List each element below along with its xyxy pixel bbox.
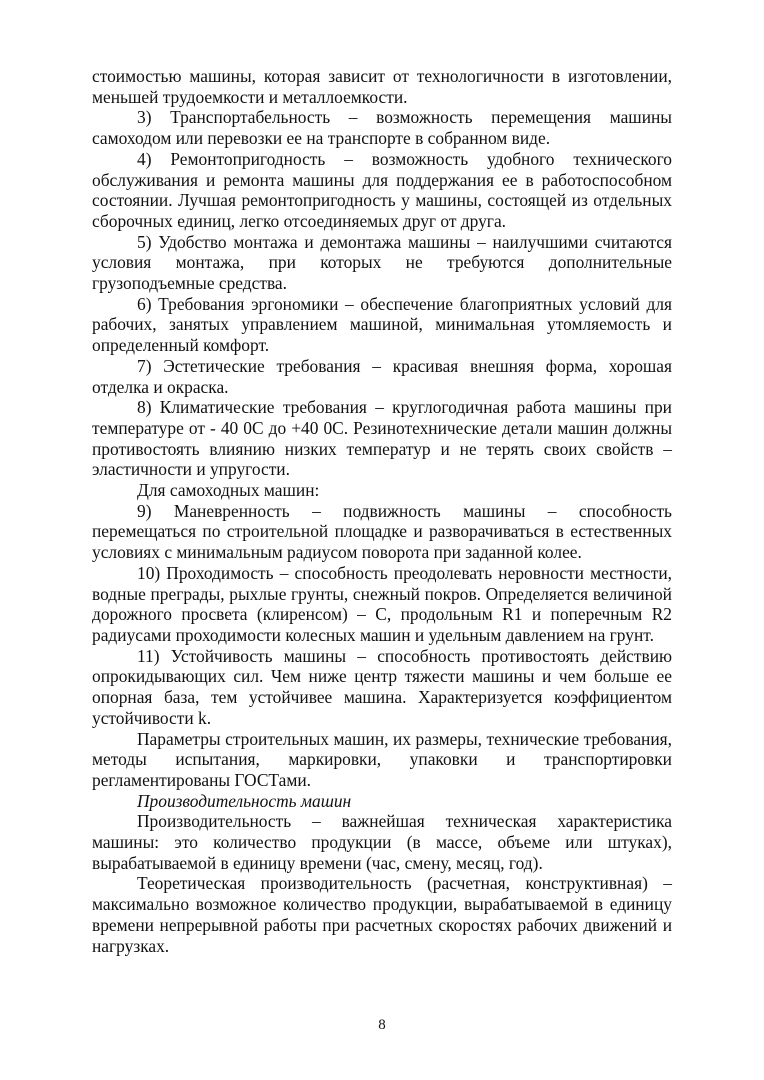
page-body [92,66,672,956]
paragraph-ergonomics: 6) Требования эргономики – обеспечение благоприятных условий для рабочих, занятых управлением машиной, минимальная утомляемость и определенный комфорт. [92,293,672,356]
paragraph-mounting: 5) Удобство монтажа и демонтажа машины – наилучшими считаются условия монтажа, при которых не требуются дополнительные грузоподъемные средства. [92,231,672,294]
paragraph-passability: 10) Проходимость – способность преодолевать неровности местности, водные преграды, рыхлые грунты, снежный покров. Определяется величиной дорожного просвета (клиренсом) – С, продольным R1 и поперечным R2 радиусами проходимости колесных машин и удельным давлением на грунт. [92,562,672,645]
paragraph-productivity-definition: Производительность – важнейшая техническая характеристика машины: это количество продукции (в массе, объеме или штуках), вырабатываемой в единицу времени (час, смену, месяц, год). [92,811,672,873]
paragraph-continuation: стоимостью машины, которая зависит от технологичности в изготовлении, меньшей трудоемкости и металлоемкости. [92,66,672,107]
paragraph-maneuverability: 9) Маневренность – подвижность машины – способность перемещаться по строительной площадке и разворачиваться в естественных условиях с минимальным радиусом поворота при заданной колее. [92,500,672,563]
paragraph-stability: 11) Устойчивость машины – способность противостоять действию опрокидывающих сил. Чем ниже центр тяжести машины и чем больше ее опорная база, тем устойчивее машина. Характеризуется коэффициентом устойчивости k. [92,645,672,728]
section-heading-productivity: Производительность машин [137,790,352,811]
paragraph-self-propelled-heading: Для самоходных машин: [137,480,320,501]
paragraph-transportability: 3) Транспортабельность – возможность перемещения машины самоходом или перевозки ее на транспорте в собранном виде. [92,107,672,149]
page-number: 8 [378,1017,386,1033]
paragraph-climate: 8) Климатические требования – круглогодичная работа машины при температуре от - 40 0С до +40 0С. Резинотехнические детали машин должны противостоять влиянию низких температур и не терять своих свойств – эластичности и упругости. [92,397,672,480]
paragraph-gost: Параметры строительных машин, их размеры, технические требования, методы испытания, маркировки, упаковки и транспортировки регламентированы ГОСТами. [92,728,672,790]
paragraph-maintainability: 4) Ремонтопригодность – возможность удобного технического обслуживания и ремонта машины для поддержания ее в работоспособном состоянии. Лучшая ремонтопригодность у машины, состоящей из отдельных сборочных единиц, легко отсоединяемых друг от друга. [92,148,672,231]
paragraph-theoretical-productivity: Теоретическая производительность (расчетная, конструктивная) – максимально возможное количество продукции, вырабатываемой в единицу времени непрерывной работы при расчетных скоростях рабочих движений и нагрузках. [92,873,672,956]
paragraph-aesthetics: 7) Эстетические требования – красивая внешняя форма, хорошая отделка и окраска. [92,355,672,397]
